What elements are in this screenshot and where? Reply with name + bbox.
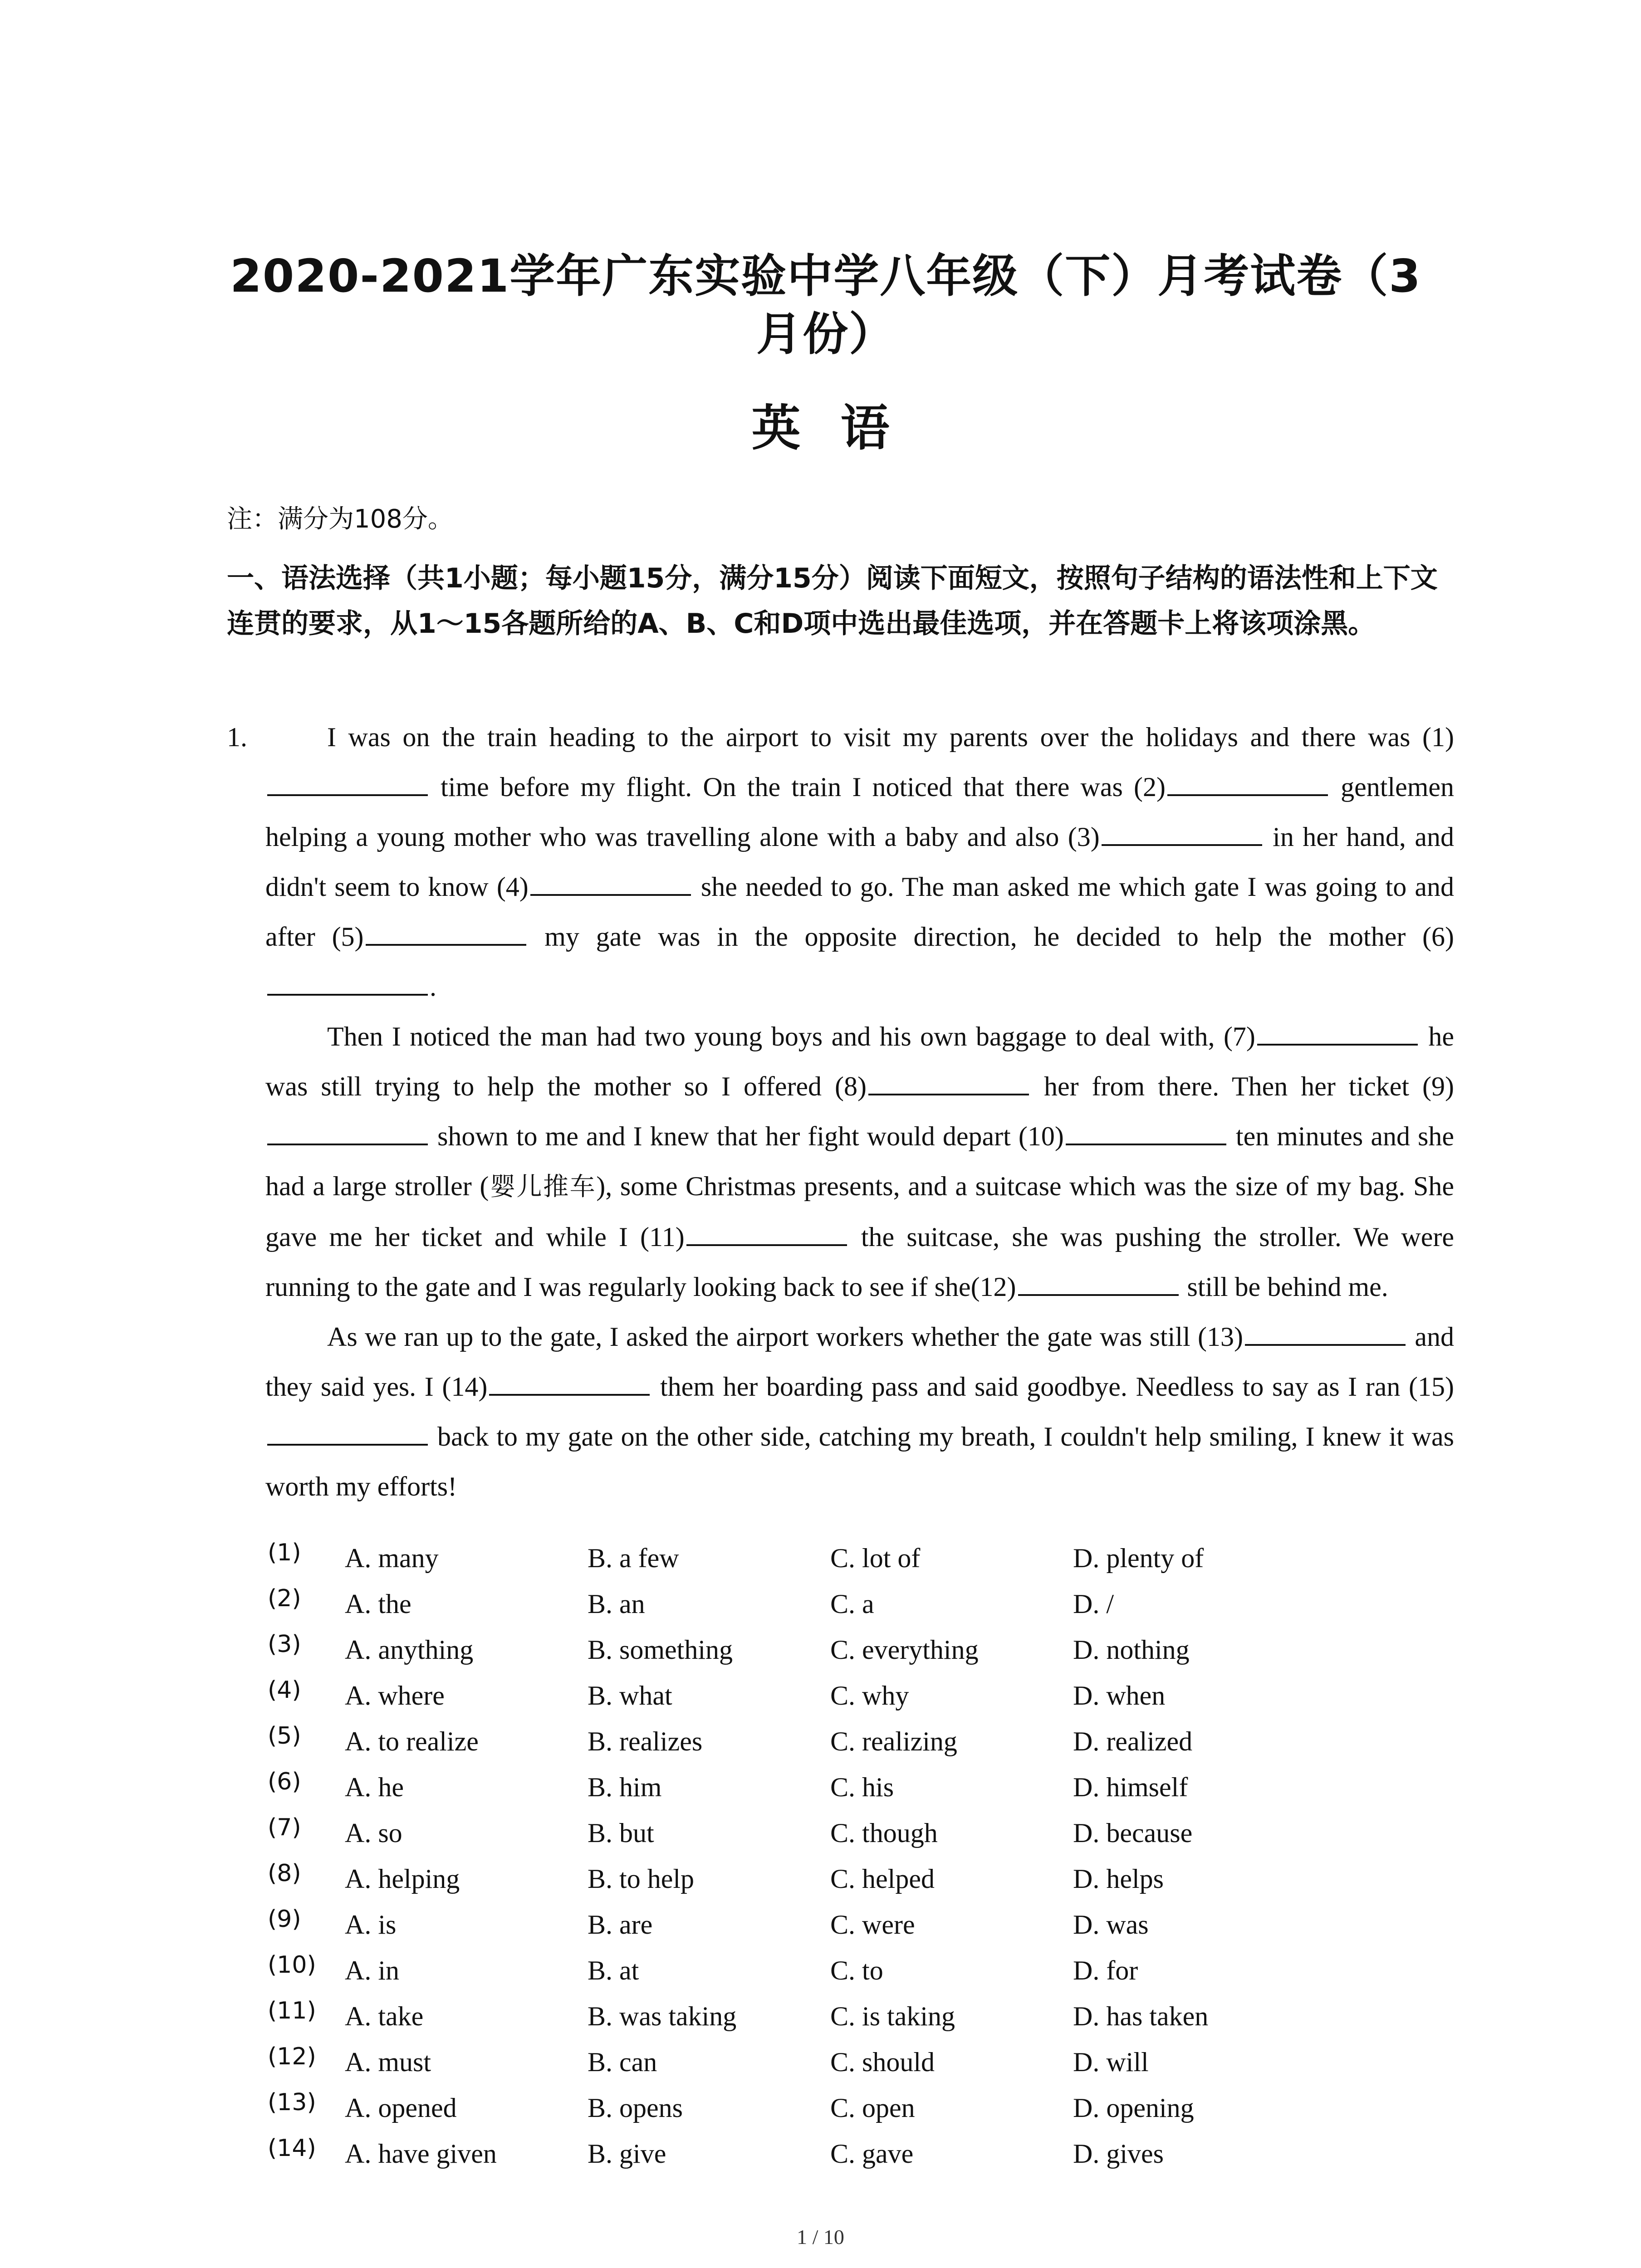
option-number: (12) [268,2043,316,2070]
option-d[interactable]: D. helps [1073,1864,1164,1894]
answer-blank-15[interactable] [267,1418,428,1446]
option-number: (8) [268,1860,301,1887]
option-row-2 [265,1581,1445,1627]
option-number: (2) [268,1585,301,1612]
option-d[interactable]: D. opening [1073,2093,1194,2123]
option-row-8 [265,1856,1445,1902]
option-b[interactable]: B. at [588,1955,639,1985]
option-number: (9) [268,1906,301,1933]
option-b[interactable]: B. but [588,1818,654,1848]
option-c[interactable]: C. helped [830,1864,935,1894]
option-c[interactable]: C. a [830,1589,874,1619]
blank-label: (5) [332,922,364,952]
option-a[interactable]: A. in [345,1955,399,1985]
answer-blank-2[interactable] [1167,769,1328,796]
option-d[interactable]: D. / [1073,1589,1114,1619]
option-number: (4) [268,1677,301,1704]
option-row-6 [265,1765,1445,1810]
option-d[interactable]: D. gives [1073,2139,1164,2169]
blank-label: (13) [1198,1322,1243,1352]
option-b[interactable]: B. something [588,1635,733,1665]
option-d[interactable]: D. will [1073,2047,1149,2077]
question-number: 1. [227,722,247,752]
option-number: (10) [268,1951,316,1979]
option-row-7 [265,1810,1445,1856]
blank-label: (4) [496,872,529,902]
option-b[interactable]: B. opens [588,2093,683,2123]
blank-label: (3) [1068,822,1100,852]
passage-paragraph-2: Then I noticed the man had two young boys and his own baggage to deal with, (7) he was still trying to help the mother so I offered (8) her from there. Then her ticket (9) shown to me and I knew that her fight would depart (10) ten minutes and she had a large stroller (婴儿推车), some Christmas presents, and a suitcase which was the size of my bag. She gave me her ticket and while I (11) the suitcase, she was pushing the stroller. We were running to the gate and I was regularly looking back to see if she(12) still be behind me. [265,1012,1454,1312]
option-number: (13) [268,2089,316,2116]
option-a[interactable]: A. many [345,1543,439,1573]
answer-blank-10[interactable] [1066,1118,1226,1145]
option-a[interactable]: A. helping [345,1864,460,1894]
option-d[interactable]: D. when [1073,1681,1166,1711]
option-a[interactable]: A. he [345,1772,404,1802]
option-c[interactable]: C. is taking [830,2001,955,2031]
option-a[interactable]: A. the [345,1589,411,1619]
option-row-14 [265,2131,1445,2177]
score-note: 注：满分为108分。 [227,504,453,534]
blank-label: (14) [442,1372,488,1402]
option-row-9 [265,1902,1445,1948]
option-b[interactable]: B. an [588,1589,645,1619]
option-d[interactable]: D. for [1073,1955,1138,1985]
option-b[interactable]: B. him [588,1772,662,1802]
option-a[interactable]: A. have given [345,2139,497,2169]
blank-label: (7) [1223,1022,1255,1051]
option-number: (7) [268,1814,301,1841]
answer-blank-4[interactable] [530,869,691,896]
option-row-5 [265,1719,1445,1765]
option-b[interactable]: B. can [588,2047,657,2077]
option-number: (1) [268,1539,301,1566]
subject-char-2: 语 [840,400,890,457]
option-number: (11) [268,1997,316,2024]
subject-char-1: 英 [751,400,801,457]
option-a[interactable]: A. to realize [345,1726,479,1756]
option-a[interactable]: A. where [345,1681,445,1711]
option-row-1 [265,1535,1445,1581]
option-row-11 [265,1994,1445,2039]
blank-label: (15) [1409,1372,1454,1402]
option-c[interactable]: C. why [830,1681,909,1711]
option-row-10 [265,1948,1445,1994]
page-title: 2020-2021学年广东实验中学八年级（下）月考试卷（3月份） [230,249,1421,361]
answer-blank-6[interactable] [267,968,428,996]
option-number: (14) [268,2135,316,2162]
option-a[interactable]: A. so [345,1818,402,1848]
option-c[interactable]: C. gave [830,2139,914,2169]
option-row-3 [265,1627,1445,1673]
section-instruction: 一、语法选择（共1小题；每小题15分，满分15分）阅读下面短文，按照句子结构的语法性和上下文连贯的要求，从1～15各题所给的A、B、C和D项中选出最佳选项，并在答题卡上将该项涂黑。 [227,562,1438,640]
option-c[interactable]: C. to [830,1955,883,1985]
answer-blank-1[interactable] [267,769,428,796]
blank-label: (1) [1422,722,1454,752]
option-a[interactable]: A. anything [345,1635,474,1665]
option-b[interactable]: B. a few [588,1543,679,1573]
option-row-4 [265,1673,1445,1719]
option-d[interactable]: D. himself [1073,1772,1188,1802]
option-a[interactable]: A. take [345,2001,424,2031]
option-row-12 [265,2039,1445,2085]
option-a[interactable]: A. opened [345,2093,457,2123]
chinese-gloss: 婴儿推车 [489,1172,597,1202]
blank-label: (10) [1018,1121,1064,1151]
answer-blank-9[interactable] [267,1118,428,1145]
passage-paragraph-1: I was on the train heading to the airport to visit my parents over the holidays and there was (1) time before my flight. On the train I noticed that there was (2) gentlemen helping a young mother who was travelling alone with a baby and also (3) in her hand, and didn't seem to know (4) she needed to go. The man asked me which gate I was going to and after (5) my gate was in the opposite direction, he decided to help the mother (6). [265,722,1455,1002]
option-d[interactable]: D. was [1073,1910,1149,1940]
option-b[interactable]: B. to help [588,1864,694,1894]
page-number: 1 / 10 [797,2225,844,2248]
option-b[interactable]: B. realizes [588,1726,703,1756]
option-c[interactable]: C. were [830,1910,915,1940]
option-b[interactable]: B. what [588,1681,672,1711]
blank-label: (6) [1422,922,1454,952]
cloze-passage [265,712,1454,1511]
option-d[interactable]: D. plenty of [1073,1543,1204,1573]
option-c[interactable]: C. though [830,1818,938,1848]
answer-options [265,1535,1445,2177]
option-row-13 [265,2085,1445,2131]
answer-blank-7[interactable] [1257,1018,1418,1046]
option-c[interactable]: C. realizing [830,1726,957,1756]
blank-label: (2) [1133,772,1166,802]
option-number: (6) [268,1768,301,1795]
option-number: (3) [268,1631,301,1658]
subject-heading [0,399,1641,458]
answer-blank-11[interactable] [686,1219,847,1246]
option-c[interactable]: C. open [830,2093,915,2123]
option-d[interactable]: D. realized [1073,1726,1193,1756]
option-d[interactable]: D. because [1073,1818,1193,1848]
blank-label: (9) [1422,1071,1454,1101]
option-a[interactable]: A. must [345,2047,431,2077]
answer-blank-3[interactable] [1102,819,1262,846]
blank-label: (12) [970,1272,1016,1302]
answer-blank-13[interactable] [1245,1319,1406,1346]
answer-blank-8[interactable] [868,1068,1029,1095]
answer-blank-12[interactable] [1018,1269,1179,1296]
option-b[interactable]: B. was taking [588,2001,737,2031]
blank-label: (11) [640,1222,685,1252]
option-number: (5) [268,1722,301,1750]
blank-label: (8) [835,1071,867,1101]
answer-blank-5[interactable] [366,919,526,946]
option-c[interactable]: C. lot of [830,1543,921,1573]
option-b[interactable]: B. give [588,2139,666,2169]
option-c[interactable]: C. his [830,1772,894,1802]
option-d[interactable]: D. has taken [1073,2001,1209,2031]
answer-blank-14[interactable] [489,1369,650,1396]
option-c[interactable]: C. should [830,2047,935,2077]
option-a[interactable]: A. is [345,1910,397,1940]
option-b[interactable]: B. are [588,1910,653,1940]
option-c[interactable]: C. everything [830,1635,979,1665]
option-d[interactable]: D. nothing [1073,1635,1190,1665]
passage-paragraph-3: As we ran up to the gate, I asked the airport workers whether the gate was still (13) and they said yes. I (14) them her boarding pass and said goodbye. Needless to say as I ran (15) back to my gate on the other side, catching my breath, I couldn't help smiling, I knew it was worth my efforts! [265,1312,1454,1511]
